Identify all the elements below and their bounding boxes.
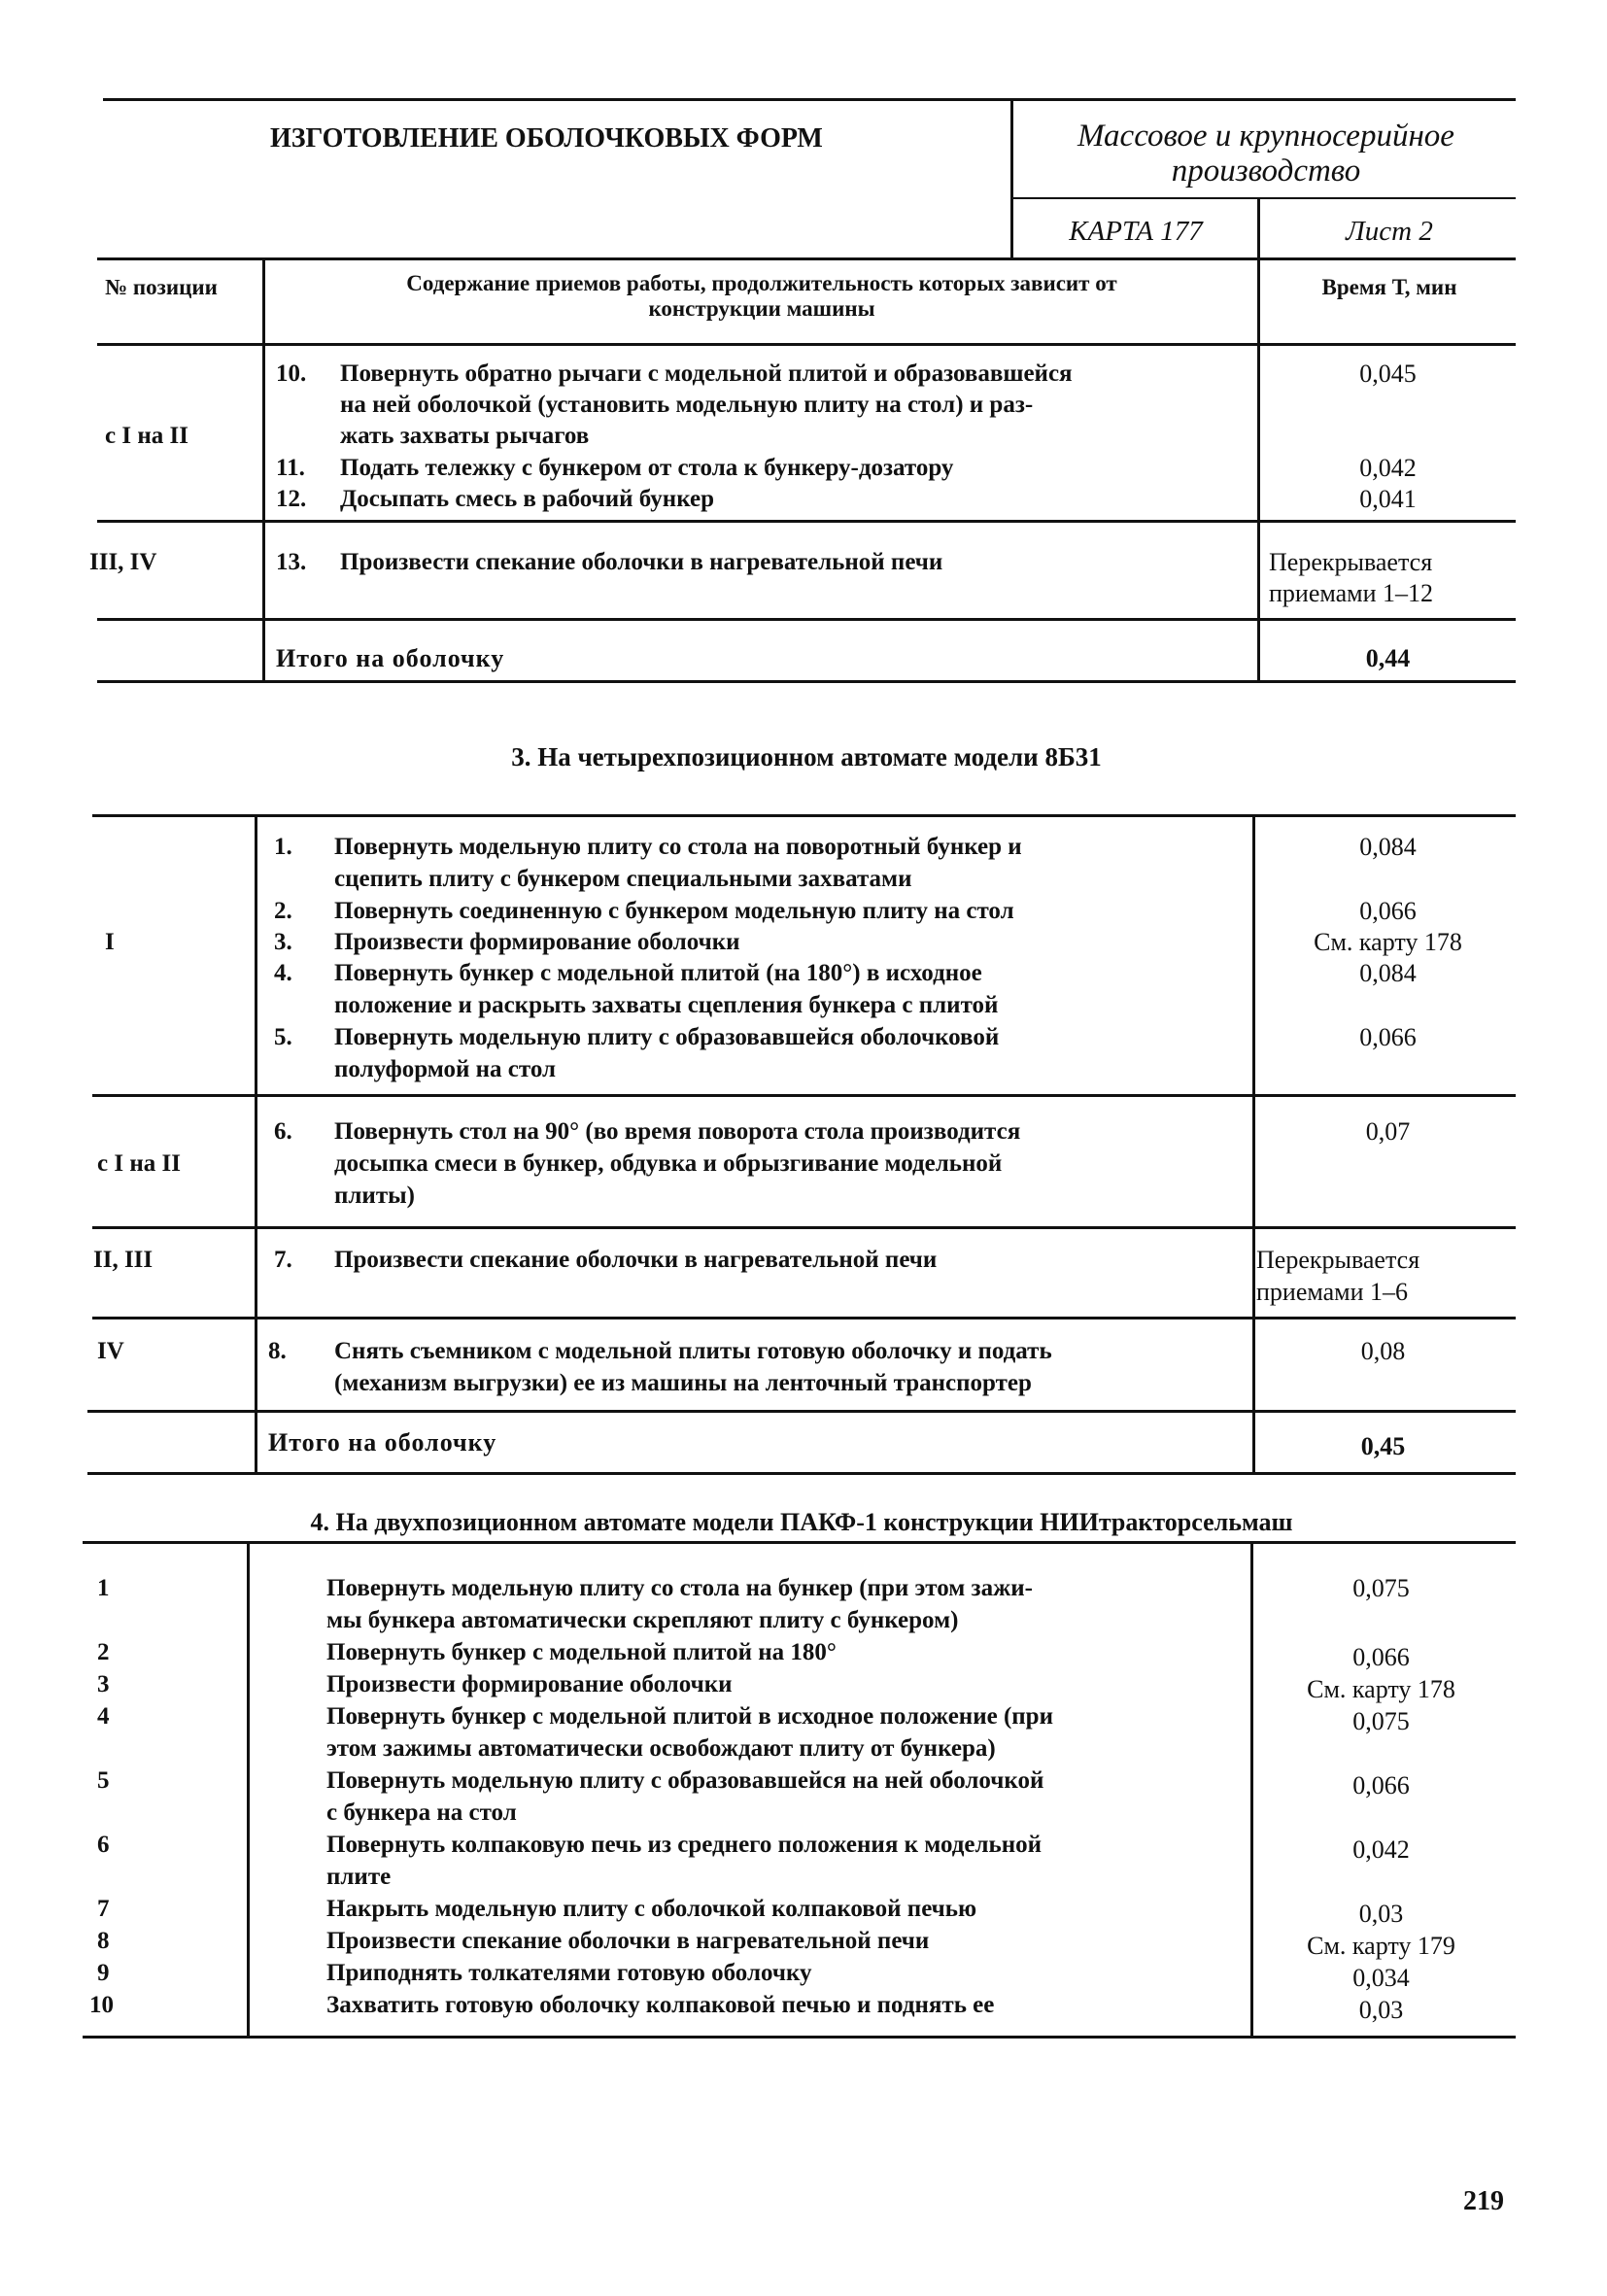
- part3-step-text: полуформой на стол: [334, 1056, 557, 1082]
- part4-step-text: Повернуть колпаковую печь из среднего положения к модельной: [326, 1832, 1043, 1858]
- part4-step-text: мы бункера автоматически скрепляют плиту с бункером): [326, 1607, 959, 1633]
- part3-position: II, III: [93, 1247, 154, 1273]
- part3-step-text: Повернуть стол на 90° (во время поворота стола производится: [334, 1118, 1021, 1145]
- document-title: ИЗГОТОВЛЕНИЕ ОБОЛОЧКОВЫХ ФОРМ: [270, 123, 823, 154]
- header-inner-rule: [1010, 197, 1516, 199]
- part3-total-top-rule: [87, 1410, 1516, 1413]
- part4-divider-position: [247, 1542, 250, 2038]
- part3-position: с I на II: [97, 1150, 181, 1177]
- part2-step-text: Повернуть обратно рычаги с модельной плитой и образовавшейся: [340, 360, 1073, 387]
- part3-step-number: 4.: [274, 960, 292, 986]
- part2-step-text: на ней оболочкой (установить модельную плиту на стол) и раз-: [340, 392, 1034, 418]
- part4-step-time: 0,066: [1352, 1643, 1410, 1671]
- part4-row-number: 1: [97, 1575, 110, 1601]
- part3-step-text: плиты): [334, 1182, 415, 1209]
- part2-step-time: 0,041: [1359, 485, 1417, 513]
- part2-step-number: 13.: [276, 549, 307, 575]
- part2-divider-position: [262, 344, 265, 682]
- part2-step-number: 10.: [276, 360, 307, 387]
- part4-row-number: 9: [97, 1960, 110, 1986]
- part4-step-text: Повернуть бункер с модельной плитой в исходное положение (при: [326, 1703, 1053, 1730]
- column-header-position: № позиции: [105, 275, 218, 299]
- part4-step-text: Повернуть модельную плиту с образовавшейся на ней оболочкой: [326, 1767, 1044, 1794]
- part3-top-rule: [92, 814, 1516, 817]
- part4-step-text: Повернуть модельную плиту со стола на бункер (при этом зажи-: [326, 1575, 1033, 1601]
- part3-step-time: Перекрывается: [1256, 1246, 1420, 1274]
- part4-step-text: Приподнять толкателями готовую оболочку: [326, 1960, 812, 1986]
- part4-row-number: 6: [97, 1832, 110, 1858]
- part2-total-value: 0,44: [1365, 644, 1411, 672]
- part4-heading: 4. На двухпозиционном автомате модели ПАКФ-1 конструкции НИИтракторсельмаш: [310, 1508, 1293, 1536]
- part3-step-text: положение и раскрыть захваты сцепления бункера с плитой: [334, 992, 999, 1018]
- part4-step-time: 0,075: [1352, 1707, 1410, 1735]
- top-rule: [103, 98, 1516, 101]
- part4-step-text: Накрыть модельную плиту с оболочкой колпаковой печью: [326, 1896, 977, 1922]
- part3-step-text: сцепить плиту с бункером специальными захватами: [334, 866, 912, 892]
- part2-total-label: Итого на оболочку: [276, 644, 505, 672]
- part3-step-text: Повернуть модельную плиту с образовавшейся оболочковой: [334, 1024, 1000, 1050]
- part4-top-rule: [83, 1541, 1516, 1544]
- part4-step-text: с бункера на стол: [326, 1799, 517, 1826]
- part3-row-rule: [92, 1226, 1516, 1229]
- part3-step-time: 0,08: [1360, 1337, 1406, 1365]
- part3-step-number: 2.: [274, 898, 292, 924]
- part2-step-number: 12.: [276, 486, 307, 512]
- part2-step-text: жать захваты рычагов: [340, 423, 590, 449]
- part3-step-time: 0,084: [1359, 959, 1417, 987]
- part4-step-time: 0,03: [1358, 1900, 1404, 1928]
- part2-step-time: Перекрывается: [1269, 548, 1433, 576]
- column-header-time: Время Т, мин: [1321, 275, 1457, 299]
- part3-total-value: 0,45: [1360, 1432, 1406, 1460]
- part2-position: III, IV: [89, 549, 157, 575]
- part3-step-time: 0,066: [1359, 1023, 1417, 1051]
- part4-row-number: 7: [97, 1896, 110, 1922]
- part4-step-time: 0,075: [1352, 1574, 1410, 1602]
- part4-row-number: 10: [89, 1992, 114, 2018]
- part4-step-text: Произвести формирование оболочки: [326, 1671, 733, 1697]
- part3-step-text: Повернуть соединенную с бункером модельную плиту на стол: [334, 898, 1014, 924]
- part2-step-text: Досыпать смесь в рабочий бункер: [340, 486, 714, 512]
- part2-step-time: 0,045: [1359, 360, 1417, 388]
- part3-row-rule: [92, 1094, 1516, 1097]
- column-divider-time: [1257, 258, 1260, 346]
- part3-step-time: 0,066: [1359, 897, 1417, 925]
- part3-step-text: Повернуть модельную плиту со стола на поворотный бункер и: [334, 834, 1022, 860]
- part4-step-time: См. карту 178: [1307, 1675, 1455, 1703]
- part3-position: IV: [97, 1338, 124, 1364]
- part3-step-number: 1.: [274, 834, 292, 860]
- part2-step-number: 11.: [276, 455, 305, 481]
- part3-step-text: Произвести формирование оболочки: [334, 929, 740, 955]
- part2-step-time: 0,042: [1359, 454, 1417, 482]
- part3-step-text: Повернуть бункер с модельной плитой (на 180°) в исходное: [334, 960, 982, 986]
- part2-total-top-rule: [97, 618, 1516, 621]
- part3-step-time: См. карту 178: [1314, 928, 1462, 956]
- part4-row-number: 4: [97, 1703, 110, 1730]
- production-type-line1: Массовое и крупносерийное: [1077, 119, 1454, 154]
- part3-step-text: досыпка смеси в бункер, обдувка и обрызгивание модельной: [334, 1150, 1003, 1177]
- part3-step-text: Произвести спекание оболочки в нагревательной печи: [334, 1247, 938, 1273]
- part3-row-rule: [92, 1317, 1516, 1319]
- part3-step-text: Снять съемником с модельной плиты готовую оболочку и подать: [334, 1338, 1052, 1364]
- part3-step-time: приемами 1–6: [1256, 1278, 1409, 1306]
- part2-row-rule: [97, 520, 1516, 523]
- part4-row-number: 8: [97, 1928, 110, 1954]
- part4-row-number: 3: [97, 1671, 110, 1697]
- part4-step-time: 0,066: [1352, 1771, 1410, 1799]
- part3-step-number: 7.: [274, 1247, 292, 1273]
- part3-step-number: 6.: [274, 1118, 292, 1145]
- column-header-content-line2: конструкции машины: [648, 296, 875, 321]
- part4-step-time: 0,042: [1352, 1835, 1410, 1864]
- part2-step-text: Подать тележку с бункером от стола к бункеру-дозатору: [340, 455, 954, 481]
- column-header-top-rule: [97, 257, 1516, 260]
- part4-step-text: плите: [326, 1864, 392, 1890]
- part4-row-number: 2: [97, 1639, 110, 1665]
- card-divider: [1257, 197, 1260, 260]
- part4-step-time: 0,034: [1352, 1964, 1410, 1992]
- column-header-content-line1: Содержание приемов работы, продолжительность которых зависит от: [406, 271, 1117, 295]
- part3-total-label: Итого на оболочку: [268, 1428, 497, 1456]
- part2-step-text: Произвести спекание оболочки в нагревательной печи: [340, 549, 943, 575]
- part4-bottom-rule: [83, 2036, 1516, 2039]
- part2-step-time: приемами 1–12: [1269, 579, 1434, 607]
- sheet-number: Лист 2: [1346, 216, 1433, 247]
- part2-bottom-rule: [97, 680, 1516, 683]
- header-divider: [1010, 100, 1013, 260]
- production-type-line2: производство: [1171, 154, 1361, 188]
- part4-step-text: этом зажимы автоматически освобождают плиту от бункера): [326, 1735, 996, 1762]
- part4-step-text: Захватить готовую оболочку колпаковой печью и поднять ее: [326, 1992, 995, 2018]
- part4-step-text: Произвести спекание оболочки в нагревательной печи: [326, 1928, 930, 1954]
- part3-step-number: 8.: [268, 1338, 287, 1364]
- card-number: КАРТА 177: [1069, 216, 1203, 247]
- part3-step-time: 0,084: [1359, 833, 1417, 861]
- part3-divider-position: [255, 815, 257, 1474]
- part3-step-number: 3.: [274, 929, 292, 955]
- column-header-bottom-rule: [97, 343, 1516, 346]
- part3-step-number: 5.: [274, 1024, 292, 1050]
- part3-bottom-rule: [87, 1472, 1516, 1475]
- part3-heading: 3. На четырехпозиционном автомате модели 8Б31: [511, 742, 1102, 771]
- column-divider-position: [262, 258, 265, 346]
- part3-divider-time: [1252, 815, 1255, 1474]
- part4-step-time: См. карту 179: [1307, 1932, 1455, 1960]
- part4-step-text: Повернуть бункер с модельной плитой на 180°: [326, 1639, 837, 1665]
- part4-row-number: 5: [97, 1767, 110, 1794]
- part3-step-time: 0,07: [1365, 1117, 1411, 1146]
- part3-position: I: [105, 929, 115, 955]
- page-number: 219: [1463, 2186, 1504, 2216]
- part3-step-text: (механизм выгрузки) ее из машины на ленточный транспортер: [334, 1370, 1032, 1396]
- part2-position: с I на II: [105, 423, 188, 449]
- part4-step-time: 0,03: [1358, 1996, 1404, 2024]
